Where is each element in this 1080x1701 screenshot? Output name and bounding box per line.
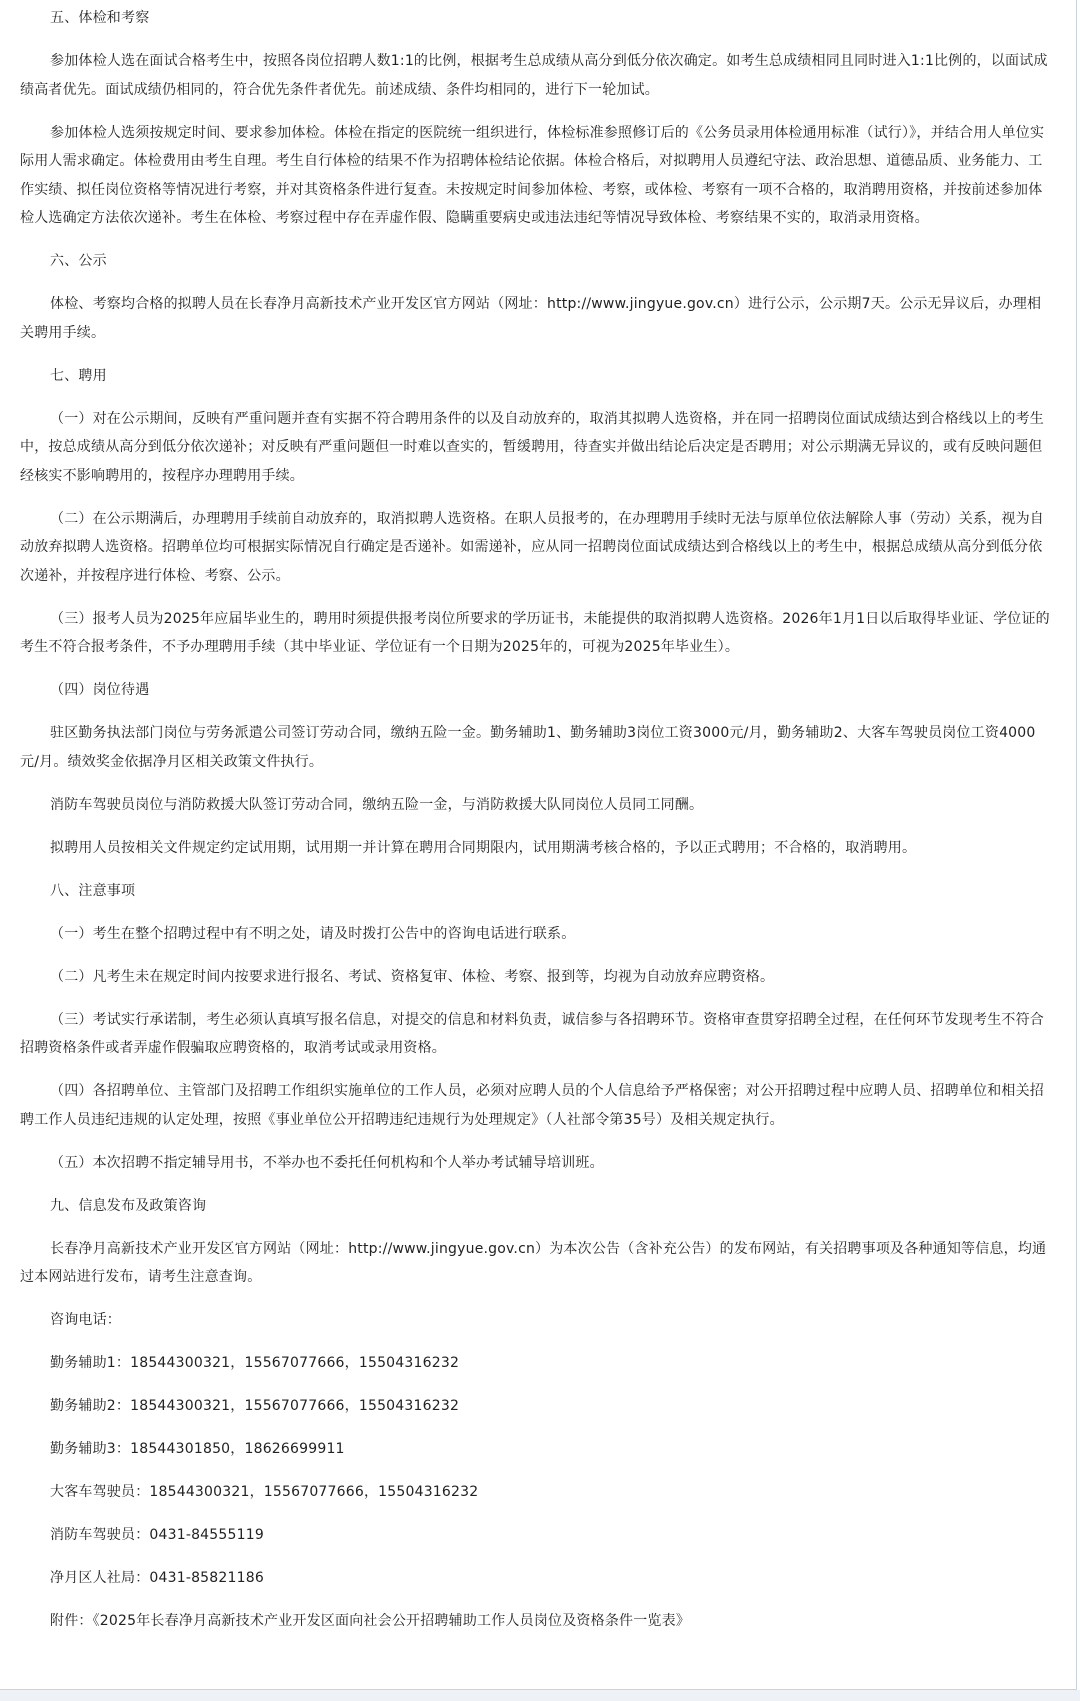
- paragraph-probation: 拟聘用人员按相关文件规定约定试用期，试用期一并计算在聘用合同期限内，试用期满考核合格的，予以正式聘用；不合格的，取消聘用。: [50, 839, 917, 856]
- paragraph-employment-1: （一）对在公示期间，反映有严重问题并查有实据不符合聘用条件的以及自动放弃的，取消其拟聘人选资格，并在同一招聘岗位面试成绩达到合格线以上的考生中，按总成绩从高分到低分依次递补；对反映有严重问题但一时难以查实的，暂缓聘用，待查实并做出结论后决定是否聘用；对公示期满无异议的，或有反映问题但经核实不影响聘用的，按程序办理聘用手续。: [20, 410, 1044, 484]
- paragraph-publicity: 体检、考察均合格的拟聘人员在长春净月高新技术产业开发区官方网站（网址：http://www.jingyue.gov.cn）进行公示，公示期7天。公示无异议后，办理相关聘用手续。: [20, 296, 1042, 341]
- phone-line-duty-assist-2: 勤务辅助2：18544300321，15567077666，15504316232: [50, 1398, 460, 1414]
- subheading-position-benefits: （四）岗位待遇: [50, 682, 150, 698]
- phone-line-bus-driver: 大客车驾驶员：18544300321，15567077666，15504316232: [50, 1484, 479, 1500]
- paragraph-employment-3: （三）报考人员为2025年应届毕业生的，聘用时须提供报考岗位所要求的学历证书，未能提供的取消拟聘人选资格。2026年1月1日以后取得毕业证、学位证的考生不符合报考条件，不予办理聘用手续（其中毕业证、学位证有一个日期为2025年的，可视为2025年毕业生）。: [20, 610, 1050, 655]
- section-heading-info-release: 九、信息发布及政策咨询: [50, 1197, 207, 1214]
- attachment-link[interactable]: 附件：《2025年长春净月高新技术产业开发区面向社会公开招聘辅助工作人员岗位及资格条件一览表》: [50, 1613, 691, 1629]
- paragraph-note-3: （三）考试实行承诺制，考生必须认真填写报名信息，对提交的信息和材料负责，诚信参与各招聘环节。资格审查贯穿招聘全过程，在任何环节发现考生不符合招聘资格条件或者弄虚作假骗取应聘资格的，取消考试或录用资格。: [20, 1011, 1044, 1056]
- bottom-border-strip: [0, 1690, 1080, 1701]
- article-body: [20, 4, 1050, 1650]
- phone-line-fire-truck-driver: 消防车驾驶员：0431-84555119: [50, 1527, 264, 1543]
- section-heading-physical-exam: 五、体检和考察: [50, 10, 150, 26]
- paragraph-benefits-1: 驻区勤务执法部门岗位与劳务派遣公司签订劳动合同，缴纳五险一金。勤务辅助1、勤务辅助3岗位工资3000元/月，勤务辅助2、大客车驾驶员岗位工资4000元/月。绩效奖金依据净月区相关政策文件执行。: [20, 725, 1036, 770]
- paragraph-employment-2: （二）在公示期满后，办理聘用手续前自动放弃的，取消拟聘人选资格。在职人员报考的，在办理聘用手续时无法与原单位依法解除人事（劳动）关系，视为自动放弃拟聘人选资格。招聘单位均可根据实际情况自行确定是否递补。如需递补，应从同一招聘岗位面试成绩达到合格线以上的考生中，根据总成绩从高分到低分依次递补，并按程序进行体检、考察、公示。: [20, 510, 1044, 584]
- section-heading-notes: 八、注意事项: [50, 882, 136, 899]
- paragraph-exam-selection: 参加体检人选在面试合格考生中，按照各岗位招聘人数1:1的比例，根据考生总成绩从高分到低分依次确定。如考生总成绩相同且同时进入1:1比例的，以面试成绩高者优先。面试成绩仍相同的，符合优先条件者优先。前述成绩、条件均相同的，进行下一轮加试。: [20, 53, 1048, 98]
- section-heading-publicity: 六、公示: [50, 253, 107, 269]
- phone-line-duty-assist-3: 勤务辅助3：18544301850，18626699911: [50, 1441, 345, 1457]
- paragraph-note-5: （五）本次招聘不指定辅导用书，不举办也不委托任何机构和个人举办考试辅导培训班。: [50, 1154, 604, 1171]
- paragraph-note-2: （二）凡考生未在规定时间内按要求进行报名、考试、资格复审、体检、考察、报到等，均视为自动放弃应聘资格。: [50, 968, 775, 985]
- consult-phone-label: 咨询电话：: [50, 1312, 121, 1328]
- paragraph-exam-process: 参加体检人选须按规定时间、要求参加体检。体检在指定的医院统一组织进行，体检标准参照修订后的《公务员录用体检通用标准（试行）》，并结合用人单位实际用人需求确定。体检费用由考生自理。考生自行体检的结果不作为招聘体检结论依据。体检合格后，对拟聘用人员遵纪守法、政治思想、道德品质、业务能力、工作实绩、拟任岗位资格等情况进行考察，并对其资格条件进行复查。未按规定时间参加体检、考察，或体检、考察有一项不合格的，取消聘用资格，并按前述参加体检人选确定方法依次递补。考生在体检、考察过程中存在弄虚作假、隐瞒重要病史或违法违纪等情况导致体检、考察结果不实的，取消录用资格。: [20, 124, 1045, 226]
- paragraph-note-1: （一）考生在整个招聘过程中有不明之处，请及时拨打公告中的咨询电话进行联系。: [50, 925, 576, 942]
- phone-line-hr-bureau: 净月区人社局：0431-85821186: [50, 1570, 264, 1586]
- section-heading-employment: 七、聘用: [50, 367, 107, 384]
- phone-line-duty-assist-1: 勤务辅助1：18544300321，15567077666，15504316232: [50, 1355, 460, 1371]
- paragraph-benefits-2: 消防车驾驶员岗位与消防救援大队签订劳动合同，缴纳五险一金，与消防救援大队同岗位人员同工同酬。: [50, 796, 704, 813]
- paragraph-info-release: 长春净月高新技术产业开发区官方网站（网址：http://www.jingyue.gov.cn）为本次公告（含补充公告）的发布网站，有关招聘事项及各种通知等信息，均通过本网站进行发布，请考生注意查询。: [20, 1240, 1047, 1285]
- paragraph-note-4: （四）各招聘单位、主管部门及招聘工作组织实施单位的工作人员，必须对应聘人员的个人信息给予严格保密；对公开招聘过程中应聘人员、招聘单位和相关招聘工作人员违纪违规的认定处理，按照《事业单位公开招聘违纪违规行为处理规定》（人社部令第35号）及相关规定执行。: [20, 1083, 1044, 1128]
